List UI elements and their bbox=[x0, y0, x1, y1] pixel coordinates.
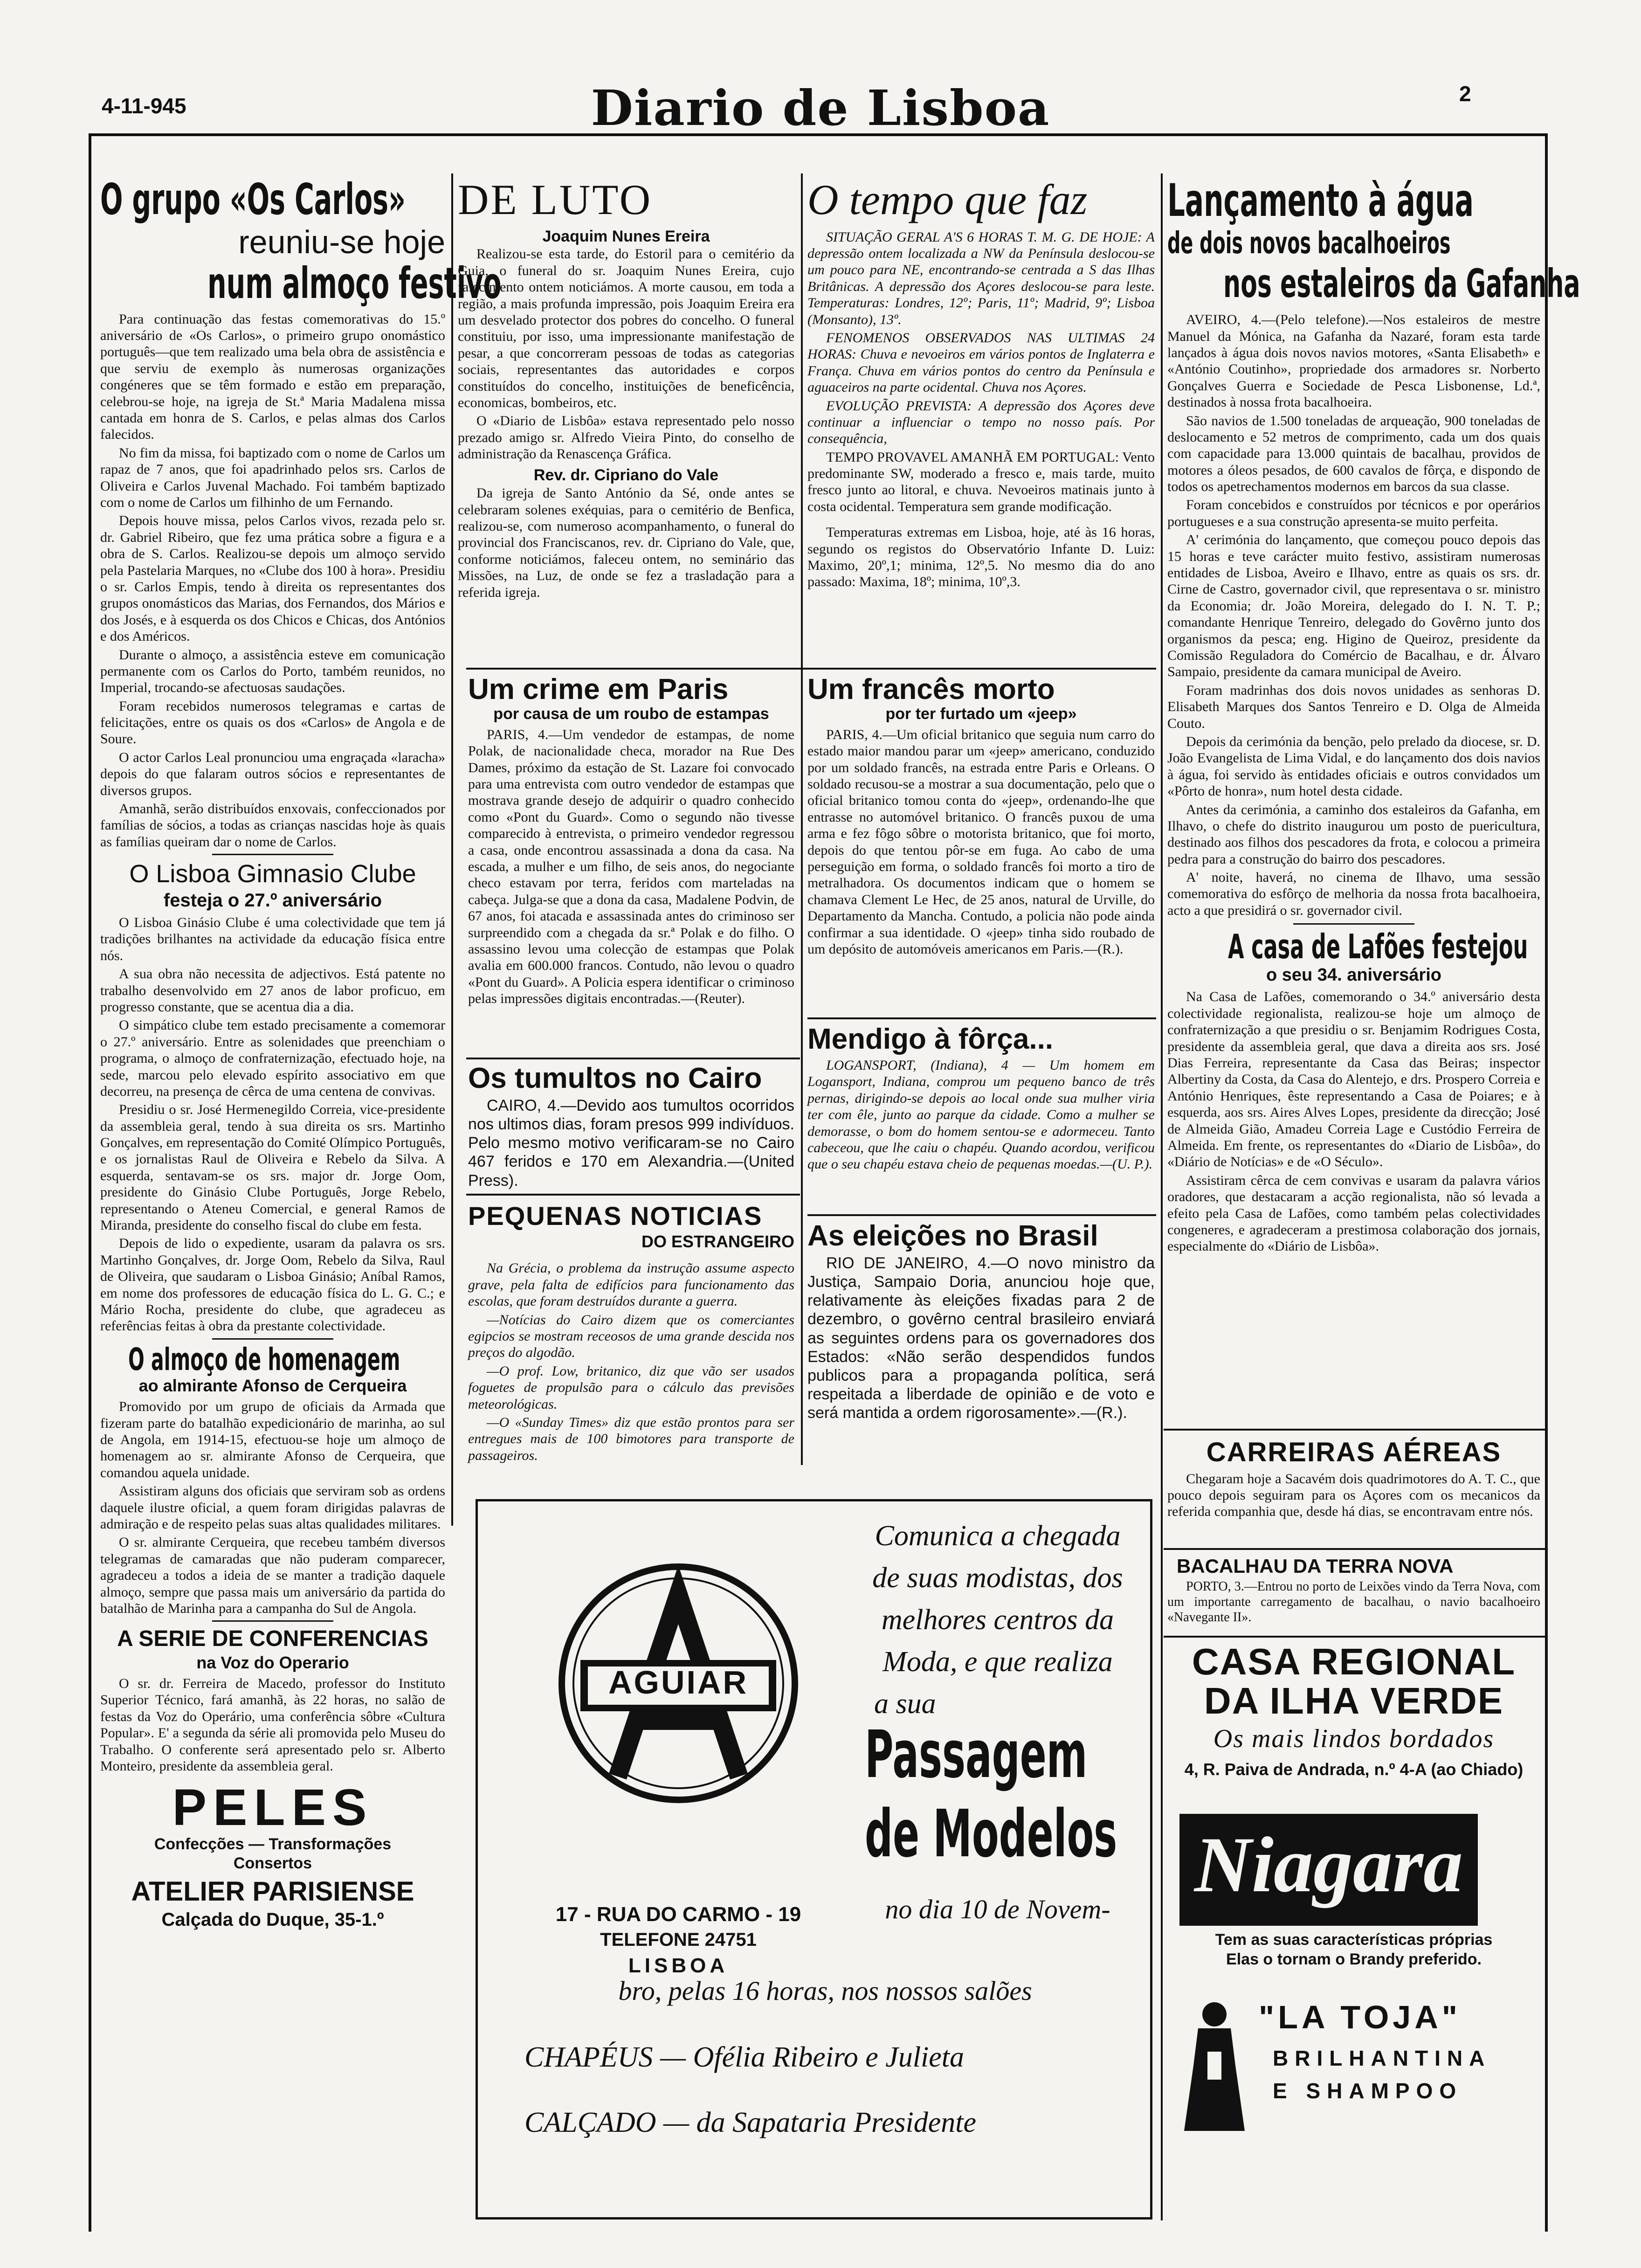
almoco-article bbox=[100, 1398, 445, 1617]
luto-headline: DE LUTO bbox=[458, 176, 653, 223]
aguiar-text-line: melhores centros da bbox=[881, 1604, 1114, 1636]
column-3 bbox=[807, 177, 1155, 662]
frances-article bbox=[807, 674, 1155, 1010]
paragraph: Promovido por um grupo de oficiais da Armada que fizeram parte do batalhão expedicionário de marinha, ao sul de Angola, em 1914-15, efectuou-se hoje um almoço de homenagem ao sr. almirante Afonso de Cerqueira, que comandou aquela unidade. bbox=[100, 1399, 445, 1480]
paragraph: O sr. dr. Ferreira de Macedo, professor do Instituto Superior Técnico, fará amanhã, às 22 horas, no salão de festas da Voz do Operário, uma conferência sôbre «Cultura Popular». E' a segunda da série ali promovida pelo Museu do Trabalho. O conferente será apresentado pelo sr. Alberto Monteiro, presidente da assembleia geral. bbox=[100, 1676, 445, 1774]
bacalhau-body bbox=[1167, 1579, 1540, 1625]
paragraph: Durante o almoço, a assistência esteve em comunicação permanente com os Carlos do Porto, também reunidos, no Imperial, trocando-se afectuosas saudações. bbox=[100, 647, 445, 696]
tempo-headline: O tempo que faz bbox=[807, 176, 1088, 223]
peles-ad-line2: Consertos bbox=[233, 1854, 312, 1872]
separator bbox=[212, 1620, 333, 1622]
mendigo-headline: Mendigo à fôrça... bbox=[807, 1023, 1054, 1055]
paragraph: Para continuação das festas comemorativas do 15.º aniversário de «Os Carlos», o primeiro grupo onomástico português—que tem realizado uma bela obra de assistência e que serviu de exemplo às numerosas organizações congéneres que se têm formado e estão em preparação, celebrou-se hoje, na igreja de St.ª Maria Madalena missa cantada em honra de S. Carlos, e pelas almas dos Carlos falecidos. bbox=[100, 311, 445, 443]
eleicoes-headline: As eleições no Brasil bbox=[807, 1220, 1098, 1252]
niagara-ad-box bbox=[1179, 1814, 1478, 1926]
ilha-verde-line1: CASA REGIONAL bbox=[1192, 1641, 1516, 1682]
paragraph: A' noite, haverá, no cinema de Ilhavo, uma sessão comemorativa do esfôrço de melhoria da nossa frota bacalhoeira, acto a que presidirá o sr. governador civil. bbox=[1167, 870, 1540, 918]
paragraph: Assistiram alguns dos oficiais que serviram sob as ordens daquele ilustre oficial, a quem foram dirigidas palavras de admiração e de respeito pelas suas altas qualidades militares. bbox=[100, 1483, 445, 1532]
column-rule bbox=[801, 173, 803, 1465]
paragraph: Depois da cerimónia da benção, pelo prelado da diocese, sr. D. João Evangelista de Lima Vidal, e do lançamento dos dois navios à água, foi servido às entidades oficiais e outros convidados um «Pôrto de honra», num hotel desta cidade. bbox=[1167, 733, 1540, 799]
la-toja-brand: "LA TOJA" bbox=[1259, 1999, 1461, 2035]
aguiar-big-1: Passagem bbox=[865, 1717, 1088, 1793]
paragraph: Chegaram hoje a Sacavém dois quadrimotores do A. T. C., que pouco depois seguiram para os Açores com os mecanicos da referida companhia que, desde há dias, se encontravam entre nós. bbox=[1167, 1471, 1540, 1520]
frances-headline: Um francês morto bbox=[807, 673, 1055, 705]
page-number: 2 bbox=[1459, 82, 1471, 106]
row-rule bbox=[1164, 1636, 1545, 1638]
paragraph: Foram recebidos numerosos telegramas e cartas de felicitações, entre os quais os dos «Carlos» de Angola e de Soure. bbox=[100, 698, 445, 747]
mendigo-body bbox=[807, 1057, 1155, 1173]
separator bbox=[1293, 923, 1414, 925]
lancamento-article bbox=[1167, 311, 1540, 919]
paragraph: —O «Sunday Times» diz que estão prontos para ser entregues mais de 100 bimotores para transporte de passageiros. bbox=[468, 1414, 794, 1463]
crime-article bbox=[468, 674, 794, 1057]
separator bbox=[212, 1338, 333, 1340]
lafoes-article bbox=[1167, 989, 1540, 1254]
column-rule bbox=[1161, 173, 1163, 2220]
aguiar-text-line: Comunica a chegada bbox=[875, 1520, 1121, 1552]
lafoes-subhead: o seu 34. aniversário bbox=[1266, 965, 1441, 985]
paragraph: Na Casa de Lafões, comemorando o 34.º aniversário desta colectividade regionalista, realizou-se hoje um almoço de confraternização a que presidiu o sr. Benjamim Rodrigues Costa, presidente da assembleia geral, que dava a direita aos srs. José Dias Ferreira, representante da Casa das Beiras; inspector Albertiny da Costa, da Casa do Alentejo, e drs. Prospero Correia e António Henriques, êste representando a Casa de Poiares; e à esquerda, aos srs. Aires Alves Lopes, presidente da direcção; José de Almeida Gião, Amadeu Correia Lage e Custódio Ferreira de Almeida. Em frente, os representantes do «Diario de Lisbôa», do «Diário de Notícias» e de «O Século». bbox=[1167, 989, 1540, 1170]
paragraph: —Notícias do Cairo dizem que os comerciantes egipcios se mostram receosos de uma grande descida nos preços do algodão. bbox=[468, 1312, 794, 1361]
paragraph: PARIS, 4.—Um vendedor de estampas, de nome Polak, de nacionalidade checa, morador na Rue Des Dames, próximo da estação de St. Lazare foi convocado para uma entrevista com outro vendedor de estampas que mostrava grande desejo de adquirir o quadro conhecido como «Pont du Guard». Como o segundo não tivesse comparecido à entrevista, o primeiro vendedor regressou a casa, onde encontrou assassinada a dona da casa. Na escada, a mulher e um filho, de seis anos, do negociante checo estavam por terra, feridos com marteladas na cabeça. Julga-se que a dona da casa, Madalene Podvin, de 67 anos, foi atacada e assassinada antes do criminoso ser surpreendido com a chegada da sr.ª Polak e do filho. O assassino levou uma colecção de estampas que Polak avalia em 600.000 francos. Contudo, não levou o quadro «Pont du Guard». A Policia espera identificar o criminoso pelas impressões digitais encontradas.—(Reuter). bbox=[468, 726, 794, 1007]
aguiar-phone: TELEFONE 24751 bbox=[600, 1929, 757, 1950]
row-rule bbox=[807, 1214, 1156, 1216]
paragraph: Foram concebidos e construídos por técnicos e por operários portugueses e a sua construção apresenta-se muito perfeita. bbox=[1167, 497, 1540, 529]
peles-ad-line1: Confecções — Transformações bbox=[154, 1835, 392, 1853]
aguiar-text bbox=[851, 1515, 1145, 1725]
aguiar-text-line: de suas modistas, dos bbox=[872, 1562, 1123, 1594]
lafoes-headline: A casa de Lafões festejou bbox=[1228, 927, 1528, 967]
aguiar-seal-text: AGUIAR bbox=[608, 1664, 749, 1701]
peles-ad-name: ATELIER PARISIENSE bbox=[131, 1876, 414, 1907]
paragraph: FENOMENOS OBSERVADOS NAS ULTIMAS 24 HORAS: Chuva e nevoeiros em vários pontos de Inglaterra e França. Chuva em vários pontos do centro da Península e aguaceiros na parte ocidental. Chuva nos Açores. bbox=[807, 330, 1155, 395]
paragraph: —O prof. Low, britanico, diz que vão ser usados foguetes de propulsão para o cálculo das previsões meteorológicas. bbox=[468, 1363, 794, 1412]
obit2-article bbox=[458, 485, 794, 601]
paragraph: Da igreja de Santo António da Sé, onde antes se celebraram solenes exéquias, para o cemitério de Benfica, realizou-se, com numeroso acompanhamento, o funeral do provincial dos Franciscanos, rev. dr. Cipriano do Vale, que, conforme noticiámos, faleceu ontem, no seminário das Missões, na Luz, de onde se fez a trasladação para a referida igreja. bbox=[458, 485, 794, 600]
paragraph: PORTO, 3.—Entrou no porto de Leixões vindo da Terra Nova, com um importante carregamento de bacalhau, o navio bacalhoeiro «Navegante II». bbox=[1167, 1579, 1540, 1625]
crime-headline: Um crime em Paris bbox=[468, 673, 729, 705]
row-rule bbox=[807, 1017, 1156, 1019]
aguiar-big-2: de Modelos bbox=[865, 1796, 1117, 1872]
pequenas-headline: PEQUENAS NOTICIAS bbox=[468, 1201, 763, 1231]
eleicoes-article bbox=[807, 1221, 1155, 1482]
paragraph: Presidiu o sr. José Hermenegildo Correia, vice-presidente da assembleia geral, tendo à sua direita os srs. Martinho Gonçalves, em representação do Comité Olímpico Português, e os jornalistas Raul de Oliveira e Rebelo da Silva. A esquerda, sentavam-se os srs. major dr. Jorge Oom, presidente do Ginásio Clube Português, Jorge Rebelo, representando o Ateneu Comercial, e general Ramos de Miranda, presidente do conselho fiscal do clube em festa. bbox=[100, 1102, 445, 1233]
gimnasio-subhead: festeja o 27.º aniversário bbox=[163, 890, 382, 911]
issue-date: 4-11-945 bbox=[102, 94, 186, 118]
paragraph: SITUAÇÃO GERAL A'S 6 HORAS T. M. G. DE HOJE: A depressão ontem localizada a NW da Península deslocou-se um pouco para NE, encontrando-se centrada a S das Ilhas Britânicas. A depressão dos Açores deslocou-se para leste. Temperaturas: Londres, 12º; Paris, 11º; Madrid, 9º; Lisboa (Monsanto), 13º. bbox=[807, 229, 1155, 327]
pequenas-subhead: DO ESTRANGEIRO bbox=[641, 1232, 794, 1252]
niagara-line1: Tem as suas características próprias bbox=[1215, 1931, 1493, 1949]
carlos-article bbox=[100, 311, 445, 850]
row-rule bbox=[466, 668, 1156, 670]
conferencias-headline: A SERIE DE CONFERENCIAS bbox=[117, 1626, 428, 1652]
paragraph: O «Diario de Lisbôa» estava representado pelo nosso prezado amigo sr. Alfredo Vieira Pinto, do conselho de administração da Renascença Gráfica. bbox=[458, 413, 794, 462]
tempo-article bbox=[807, 229, 1155, 590]
almoco-headline: O almoço de homenagem bbox=[128, 1341, 400, 1377]
ilha-verde-tagline: Os mais lindos bordados bbox=[1213, 1724, 1495, 1753]
frances-subhead: por ter furtado um «jeep» bbox=[885, 705, 1077, 723]
paragraph: EVOLUÇÃO PREVISTA: A depressão dos Açores deve continuar a influenciar o tempo no nosso país. Por consequência, bbox=[807, 398, 1155, 447]
obit1-name: Joaquim Nunes Ereira bbox=[542, 227, 710, 245]
paragraph: AVEIRO, 4.—(Pelo telefone).—Nos estaleiros de mestre Manuel da Mónica, na Gafanha da Nazaré, foram esta tarde lançados à água dois novos navios motores, «Santa Elisabeth» e «António Coutinho», propriedade dos armadores sr. Norberto Gonçalves Guerra e Sociedade de Pesca Lisbonense, Ld.ª, destinados à nossa frota bacalhoeira. bbox=[1167, 312, 1540, 410]
row-rule bbox=[1164, 1548, 1545, 1550]
aguiar-date-1: no dia 10 de Novem- bbox=[885, 1894, 1110, 1924]
paragraph: TEMPO PROVAVEL AMANHÃ EM PORTUGAL: Vento predominante SW, moderado a fresco e, mais tarde, muito fresco junto ao litoral, e chuva. Nevoeiros matinais junto à costa ocidental. Temperatura sem grande modificação. bbox=[807, 449, 1155, 514]
paragraph: Assistiram cêrca de cem convivas e usaram da palavra vários oradores, que destacaram a acção regionalista, não só levada a efeito pela Casa de Lafões, como também pelas colectividades congeneres, e agradeceram a prestimosa colaboração dos jornais, especialmente do «Diário de Lisbôa». bbox=[1167, 1172, 1540, 1254]
column-4 bbox=[1167, 174, 1580, 1436]
paragraph: O actor Carlos Leal pronunciou uma engraçada «laracha» depois do que falaram outros sócios e representantes de diversos grupos. bbox=[100, 749, 445, 798]
crime-subhead: por causa de um roubo de estampas bbox=[493, 705, 769, 723]
paragraph: Realizou-se esta tarde, do Estoril para o cemitério da Guia, o funeral do sr. Joaquim Nunes Ereira, cujo falecimento ontem noticiámos. A morte causou, em toda a região, a mais profunda impressão, pois Joaquim Ereira era um desvelado protector dos pobres do concelho. O funeral constituiu, por isso, uma impressionante manifestação de pesar, a que concorreram pessoas de todas as categorias sociais, representantes das autoridades e corpos constituídos do concelho, instituições de beneficência, economicas, bombeiros, etc. bbox=[458, 246, 794, 410]
lancamento-headline-2: de dois novos bacalhoeiros bbox=[1167, 226, 1451, 261]
paragraph: O Lisboa Ginásio Clube é uma colectividade que tem já tradições brilhantes na actividade da educação física entre nós. bbox=[100, 914, 445, 963]
gimnasio-article bbox=[100, 914, 445, 1335]
pequenas-body bbox=[468, 1260, 794, 1464]
aguiar-city: LISBOA bbox=[628, 1954, 729, 1977]
aguiar-advertisement bbox=[476, 1499, 1152, 2220]
cairo-body bbox=[468, 1096, 794, 1190]
paragraph: O sr. almirante Cerqueira, que recebeu também diversos telegramas de camaradas que não puderam comparecer, agradeceu a todos a ideia de se manter a tradição daquele almoço, sempre que passa mais um aniversário da partida do batalhão de Marinha para a campanha do Sul de Angola. bbox=[100, 1535, 445, 1616]
lancamento-headline-1: Lançamento à água bbox=[1167, 174, 1474, 227]
paragraph: CAIRO, 4.—Devido aos tumultos ocorridos nos ultimos dias, foram presos 999 indivíduos. Pelo mesmo motivo verificaram-se no Cairo 467 feridos e 170 em Alexandria.—(United Press). bbox=[468, 1097, 794, 1189]
paragraph: Depois de lido o expediente, usaram da palavra os srs. Martinho Gonçalves, dr. Jorge Oom, Rebelo da Silva, Raul de Oliveira, que saudaram o Lisboa Ginásio; Aníbal Ramos, em nome dos professores de educação física do L. G. C.; e Mário Rocha, presidente do clube, que agradeceu as referências feitas à obra da prestante colectividade. bbox=[100, 1236, 445, 1334]
carlos-headline-2: reuniu-se hoje bbox=[238, 223, 445, 260]
aguiar-date-2: bro, pelas 16 horas, nos nossos salões bbox=[618, 1976, 1032, 2006]
carreiras-article bbox=[1167, 1436, 1540, 1548]
paragraph: No fim da missa, foi baptizado com o nome de Carlos um rapaz de 7 anos, que foi apadrinhado pelos srs. Carlos de Oliveira e Carlos Juvenal Machado. Foi também baptizado com o nome de Carlos um filhinho de um Fernando. bbox=[100, 445, 445, 510]
row-rule bbox=[466, 1194, 800, 1196]
paragraph: Antes da cerimónia, a caminho dos estaleiros da Gafanha, em Ilhavo, o chefe do distrito inaugurou um posto de puericultura, destinado aos filhos dos pescadores da frota, e colocou a primeira pedra para a construção do bairro dos pescadores. bbox=[1167, 802, 1540, 867]
lancamento-headline-3: nos estaleiros da Gafanha bbox=[1223, 260, 1580, 306]
gimnasio-headline: O Lisboa Gimnasio Clube bbox=[129, 860, 416, 888]
ilha-verde-line2: DA ILHA VERDE bbox=[1204, 1680, 1504, 1722]
ilha-verde-address: 4, R. Paiva de Andrada, n.º 4-A (ao Chiado) bbox=[1184, 1759, 1524, 1779]
carlos-headline-1: O grupo «Os Carlos» bbox=[100, 174, 406, 224]
aguiar-hats: CHAPÉUS — Ofélia Ribeiro e Julieta bbox=[524, 2041, 965, 2073]
column-1 bbox=[100, 174, 502, 2220]
row-rule bbox=[466, 1058, 800, 1059]
niagara-brand: Niagara bbox=[1194, 1821, 1463, 1908]
almoco-subhead: ao almirante Afonso de Cerqueira bbox=[138, 1376, 407, 1396]
paragraph: Na Grécia, o problema da instrução assume aspecto grave, pela falta de edifícios para funcionamento das escolas, que foram destruídos durante a guerra. bbox=[468, 1260, 794, 1309]
column-rule bbox=[451, 173, 453, 1526]
paragraph: Depois houve missa, pelos Carlos vivos, rezada pelo sr. dr. Gabriel Ribeiro, que fez uma prática sobre a figura e a obra de S. Carlos. Realizou-se depois um almoço servido pela Pastelaria Marques, no «Clube dos 100 à hora». Presidiu o sr. Carlos Empis, tendo à direita os representantes dos grupos onomásticos das Marias, dos Fernandos, dos Mários e dos Josés, e à esquerda os dos Chicos e Chicas, dos Antónios e dos Américos. bbox=[100, 513, 445, 644]
la-toja-line1: BRILHANTINA bbox=[1273, 2046, 1491, 2070]
crime-body bbox=[468, 726, 794, 1007]
frances-body bbox=[807, 726, 1155, 957]
carlos-headline-3: num almoço festivo bbox=[207, 258, 502, 309]
conferencias-article bbox=[100, 1675, 445, 1774]
aguiar-shoes: CALÇADO — da Sapataria Presidente bbox=[524, 2107, 977, 2138]
peles-ad-title: PELES bbox=[172, 1779, 373, 1837]
niagara-line2: Elas o tornam o Brandy preferido. bbox=[1226, 1950, 1482, 1968]
peles-ad bbox=[100, 1781, 445, 1931]
paragraph: Foram madrinhas dos dois novos unidades as senhoras D. Elisabeth Marques dos Santos Tenreiro e D. Olga de Almeida Couto. bbox=[1167, 682, 1540, 731]
bacalhau-article bbox=[1167, 1555, 1540, 1639]
row-rule bbox=[1164, 1429, 1545, 1431]
obit2-name: Rev. dr. Cipriano do Vale bbox=[533, 466, 719, 484]
aguiar-text-line: a sua bbox=[874, 1687, 936, 1720]
aguiar-text-line: Moda, e que realiza bbox=[883, 1646, 1113, 1678]
paragraph: Amanhã, serão distribuídos enxovais, confeccionados por famílias de sócios, a todas as crianças nascidas hoje às quais as famílias queiram dar o nome de Carlos. bbox=[100, 801, 445, 850]
separator bbox=[212, 854, 333, 855]
mendigo-article bbox=[807, 1024, 1155, 1210]
paragraph: LOGANSPORT, (Indiana), 4 — Um homem em Logansport, Indiana, comprou um pequeno banco de três pernas, dirigindo-se depois ao local onde sua mulher viria ter com êle, junto ao parque da cidade. Como a mulher se demorasse, o bom do homem sentou-se e adormeceu. Tanto cabeceou, que lhe caiu o chapéu. Quando acordou, verificou que o seu chapéu estava cheio de pequenas moedas.—(U. P.). bbox=[807, 1058, 1155, 1172]
pequenas-article bbox=[468, 1200, 794, 1480]
carreiras-body bbox=[1167, 1471, 1540, 1520]
paragraph: São navios de 1.500 toneladas de arqueação, 900 toneladas de deslocamento e 52 metros de comprimento, cada um dos quais com capacidade para 13.000 quintais de bacalhau, providos de motores a óleos pesados, de 600 cavalos de fôrça, e dispondo de todos os apetrechamentos modernos em barcos da sua classe. bbox=[1167, 413, 1540, 495]
paragraph: PARIS, 4.—Um oficial britanico que seguia num carro do estado maior mandou parar um «jeep» americano, conduzido por um soldado francês, na estrada entre Paris e Orleans. O soldado recusou-se a mostrar a sua documentação, pelo que o oficial britanico tomou conta do «jeep», ordenando-lhe que entrasse no automóvel britanico. O francês puxou de uma arma e fez fôgo sôbre o motorista britanico, que foi morto, depois do que tentou pôr-se em fuga. Ao cabo de uma perseguição em forma, o soldado francês foi morto a tiro de metralhadora. Os documentos indicam que o homem se chamava Clement Le Hec, de 25 anos, natural de Urville, do Departamento da Mancha. Contudo, a policia não pode ainda confirmar a sua identidade. O «jeep» tinha sido roubado de um depósito de automóveis americanos em Paris.—(R.). bbox=[807, 726, 1155, 957]
paragraph: RIO DE JANEIRO, 4.—O novo ministro da Justiça, Sampaio Doria, anunciou hoje que, relativamente às eleições fixadas para 2 de dezembro, o govêrno central brasileiro enviará as seguintes ordens para os governadores dos Estados: «Não serão despendidos fundos publicos para a propaganda política, será respeitada a liberdade de opinião e de voto e será mantida a ordem rigorosamente».—(R.). bbox=[807, 1254, 1155, 1422]
la-toja-line2: E SHAMPOO bbox=[1273, 2079, 1463, 2103]
aguiar-address: 17 - RUA DO CARMO - 19 bbox=[555, 1903, 801, 1926]
peles-ad-address: Calçada do Duque, 35-1.º bbox=[161, 1909, 384, 1930]
paragraph: A sua obra não necessita de adjectivos. Está patente no trabalho desenvolvido em 27 anos de labor proficuo, em progresso constante, que se acentua dia a dia. bbox=[100, 966, 445, 1015]
la-toja-figure-icon bbox=[1179, 1996, 1249, 2136]
ilha-verde-ad bbox=[1167, 1642, 1540, 1801]
paragraph: O simpático clube tem estado precisamente a comemorar o 27.º aniversário. Entre as solenidades que preenchiam o programa, o almoço de confraternização, efectuado hoje, na sede, marcou pelo elevado espírito associativo em que decorreu, na presença de cêrca de uma centena de convivas. bbox=[100, 1017, 445, 1099]
bacalhau-headline: BACALHAU DA TERRA NOVA bbox=[1177, 1555, 1454, 1577]
paragraph: A' cerimónia do lançamento, que começou pouco depois das 15 horas e teve carácter muito festivo, assistiram numerosas entidades de Lisboa, Aveiro e Ilhavo, entre as quais os srs. dr. Cirne de Castro, governador civil, que representava o sr. ministro da Economia; dr. João Moreira, delegado do I. N. T. P.; comandante Henrique Tenreiro, delegado do Govêrno junto dos organismos da pesca; eng. Higino de Queiroz, presidente da Comissão Reguladora do Comércio de Bacalhau, e dr. Álvaro Sampaio, presidente da camara municipal de Aveiro. bbox=[1167, 532, 1540, 680]
newspaper-title: Diario de Lisboa bbox=[591, 79, 1050, 137]
eleicoes-body bbox=[807, 1254, 1155, 1422]
conferencias-subhead: na Voz do Operario bbox=[196, 1653, 349, 1672]
cairo-headline: Os tumultos no Cairo bbox=[468, 1062, 762, 1094]
cairo-article bbox=[468, 1063, 794, 1203]
carreiras-headline: CARREIRAS AÉREAS bbox=[1206, 1437, 1502, 1467]
obit1-article bbox=[458, 246, 794, 462]
paragraph: Temperaturas extremas em Lisboa, hoje, até às 16 horas, segundo os registos do Observatório Infante D. Luiz: Maximo, 20º,1; minima, 12º,5. No mesmo dia do ano passado: Maxima, 18º; minima, 10º,3. bbox=[807, 525, 1155, 590]
column-2 bbox=[458, 177, 794, 662]
